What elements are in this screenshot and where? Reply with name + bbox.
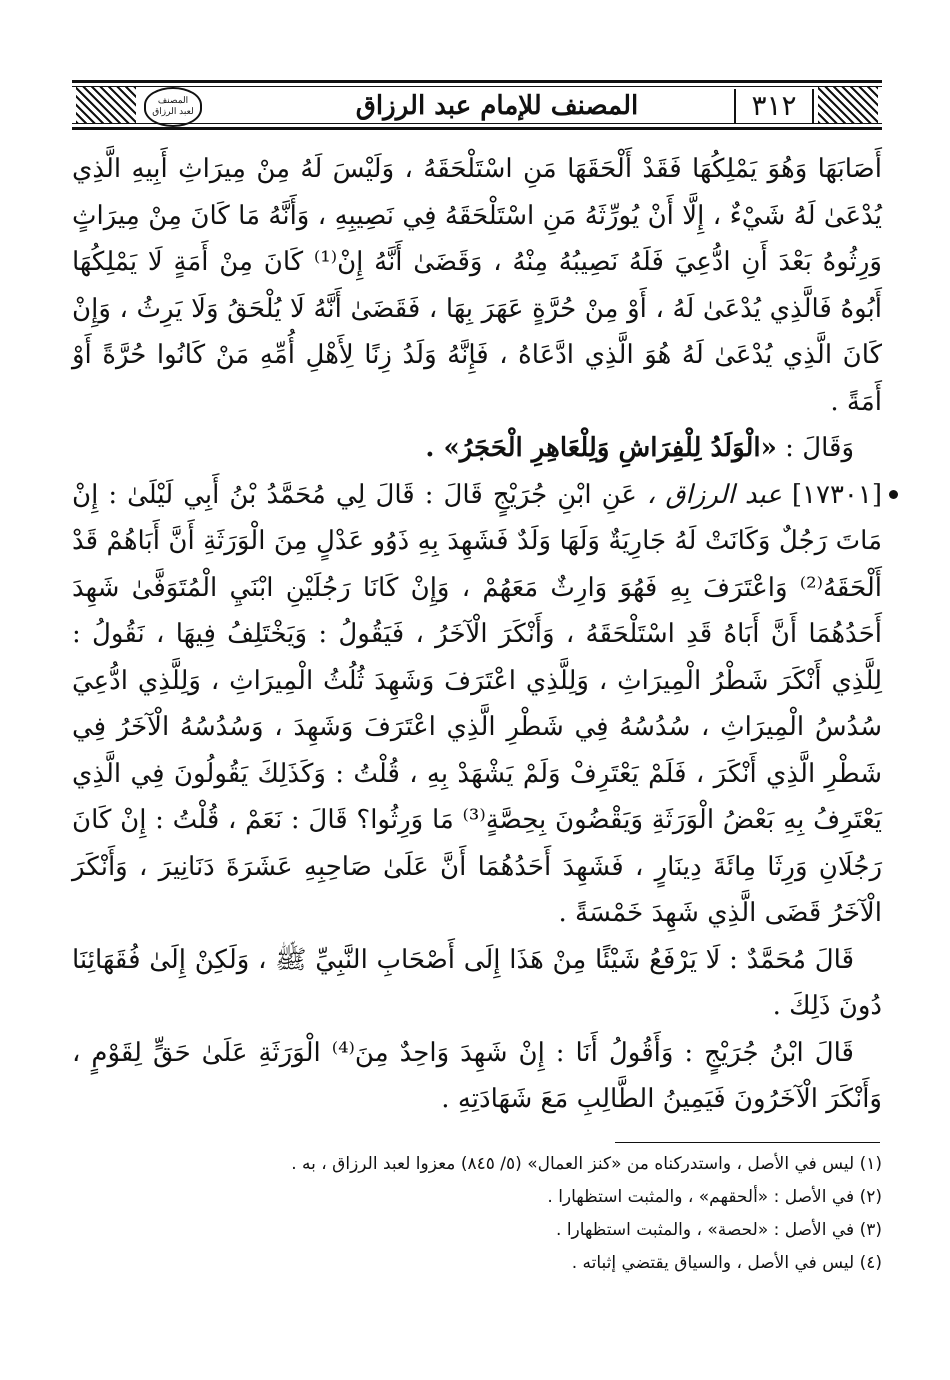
footnote-1: (١) ليس في الأصل ، واستدركناه من «كنز العمال» (٥/ ٨٤٥) معزوا لعبد الرزاق ، به . bbox=[291, 1154, 882, 1174]
ornament-right bbox=[818, 87, 878, 123]
paragraph-5: قَالَ ابْنُ جُرَيْجٍ : وَأَقُولُ أَنَا : إِنْ شَهِدَ وَاحِدٌ مِنَ⁽⁴⁾ الْوَرَثَةِ عَلَىٰ حَقٍّ لِقَوْمٍ ، وَأَنْكَرَ الْآخَرُونَ فَيَمِينُ الطَّالِبِ مَعَ شَهَادَتِهِ . bbox=[72, 1037, 882, 1114]
book-seal bbox=[144, 87, 202, 127]
hadith-source: عبد الرزاق ، bbox=[646, 479, 782, 510]
footnote-3: (٣) في الأصل : «لحصة» ، والمثبت استظهارا . bbox=[556, 1220, 882, 1240]
footnote-2: (٢) في الأصل : «ألحقهم» ، والمثبت استظهارا . bbox=[547, 1187, 882, 1207]
paragraph-2 bbox=[72, 425, 882, 472]
main-text bbox=[72, 146, 882, 1123]
header-title: المصنف للإمام عبد الرزاق bbox=[355, 91, 639, 121]
hadith-text: عَنِ ابْنِ جُرَيْجٍ قَالَ : قَالَ لِي مُحَمَّدُ بْنُ أَبِي لَيْلَىٰ : إِنْ مَاتَ رَجُلٌ وَكَانَتْ لَهُ جَارِيَةٌ وَلَهَا وَلَدٌ فَشَهِدَ بِهِ ذَوُو عَدْلٍ مِنَ الْوَرَثَةِ أَنَّ أَبَاهُمْ قَدْ أَلْحَقَهُ⁽²⁾ وَاعْتَرَفَ بِهِ فَهُوَ وَارِثٌ مَعَهُمْ ، وَإِنْ كَانَا رَجُلَيْنِ ابْنَيِ الْمُتَوَفَّىٰ شَهِدَ أَحَدُهُمَا أَنَّ أَبَاهُ قَدِ اسْتَلْحَقَهُ ، وَأَنْكَرَ الْآخَرُ ، فَيَقُولُ : وَيَخْتَلِفُ فِيهَا ، نَقُولُ : لِلَّذِي أَنْكَرَ شَطْرُ الْمِيرَاثِ ، وَلِلَّذِي اعْتَرَفَ وَشَهِدَ ثُلُثُ الْمِيرَاثِ ، وَلِلَّذِي ادُّعِيَ سُدُسُ الْمِيرَاثِ ، سُدُسُهُ فِي شَطْرِ الَّذِي اعْتَرَفَ وَشَهِدَ ، وَسُدُسُهُ الْآخَرُ فِي شَطْرِ الَّذِي أَنْكَرَ ، فَلَمْ يَعْتَرِفْ وَلَمْ يَشْهَدْ بِهِ ، قُلْتُ : وَكَذَلِكَ يَقُولُونَ فِي الَّذِي يَعْتَرِفُ بِهِ بَعْضُ الْوَرَثَةِ وَيَقْضُونَ بِحِصَّةٍ⁽³⁾ مَا وَرِثُوا؟ قَالَ : نَعَمْ ، قُلْتُ : إِنْ كَانَ رَجُلَانِ وَرِثَا مِائَةَ دِينَارٍ ، فَشَهِدَ أَحَدُهُمَا أَنَّ عَلَىٰ صَاحِبِهِ عَشَرَةَ دَنَانِيرَ ، وَأَنْكَرَ الْآخَرُ قَضَى الَّذِي شَهِدَ خَمْسَةً . bbox=[72, 479, 882, 928]
footnote-4: (٤) ليس في الأصل ، والسياق يقتضي إثباته . bbox=[571, 1253, 882, 1273]
seal-line-2: لعبد الرزاق bbox=[152, 107, 194, 117]
hadith-number: [١٧٣٠١] bbox=[791, 479, 882, 510]
hadith-paragraph bbox=[72, 472, 882, 937]
bullet-icon bbox=[889, 490, 898, 499]
quote-intro: وَقَالَ : bbox=[785, 433, 854, 463]
seal-line-1: المصنف bbox=[157, 96, 189, 106]
running-header bbox=[72, 80, 882, 130]
paragraph-1: أَصَابَهَا وَهُوَ يَمْلِكُهَا فَقَدْ أَلْحَقَهَا مَنِ اسْتَلْحَقَهُ ، وَلَيْسَ لَهُ مِنْ مِيرَاثِ أَبِيهِ الَّذِي يُدْعَىٰ لَهُ شَيْءٌ ، إِلَّا أَنْ يُورِّثَهُ مَنِ اسْتَلْحَقَهُ فِي نَصِيبِهِ ، وَأَنَّهُ مَا كَانَ مِنْ مِيرَاثٍ وَرِثُوهُ بَعْدَ أَنِ ادُّعِيَ فَلَهُ نَصِيبُهُ مِنْهُ ، وَقَضَىٰ أَنَّهُ إِنْ⁽¹⁾ كَانَ مِنْ أَمَةٍ لَا يَمْلِكُهَا أَبُوهُ فَالَّذِي يُدْعَىٰ لَهُ ، أَوْ مِنْ حُرَّةٍ عَهَرَ بِهَا ، فَقَضَىٰ أَنَّهُ لَا يُلْحَقُ وَلَا يَرِثُ ، وَإِنْ كَانَ الَّذِي يُدْعَىٰ لَهُ هُوَ الَّذِي ادَّعَاهُ ، فَإِنَّهُ وَلَدُ زِنًا لِأَهْلِ أُمِّهِ مَنْ كَانُوا حُرَّةً أَوْ أَمَةً . bbox=[72, 154, 882, 417]
footnotes bbox=[72, 1148, 882, 1280]
ornament-left bbox=[76, 87, 136, 123]
hadith-quote: «الْوَلَدُ لِلْفِرَاشِ وَلِلْعَاهِرِ الْحَجَرُ» . bbox=[425, 433, 777, 463]
footnote-divider bbox=[615, 1142, 880, 1143]
page-number: ٣١٢ bbox=[734, 89, 814, 123]
paragraph-4: قَالَ مُحَمَّدٌ : لَا يَرْفَعُ شَيْئًا مِنْ هَذَا إِلَى أَصْحَابِ النَّبِيِّ ﷺ ، وَلَكِنْ إِلَىٰ فُقَهَائِنَا دُونَ ذَلِكَ . bbox=[72, 944, 882, 1021]
